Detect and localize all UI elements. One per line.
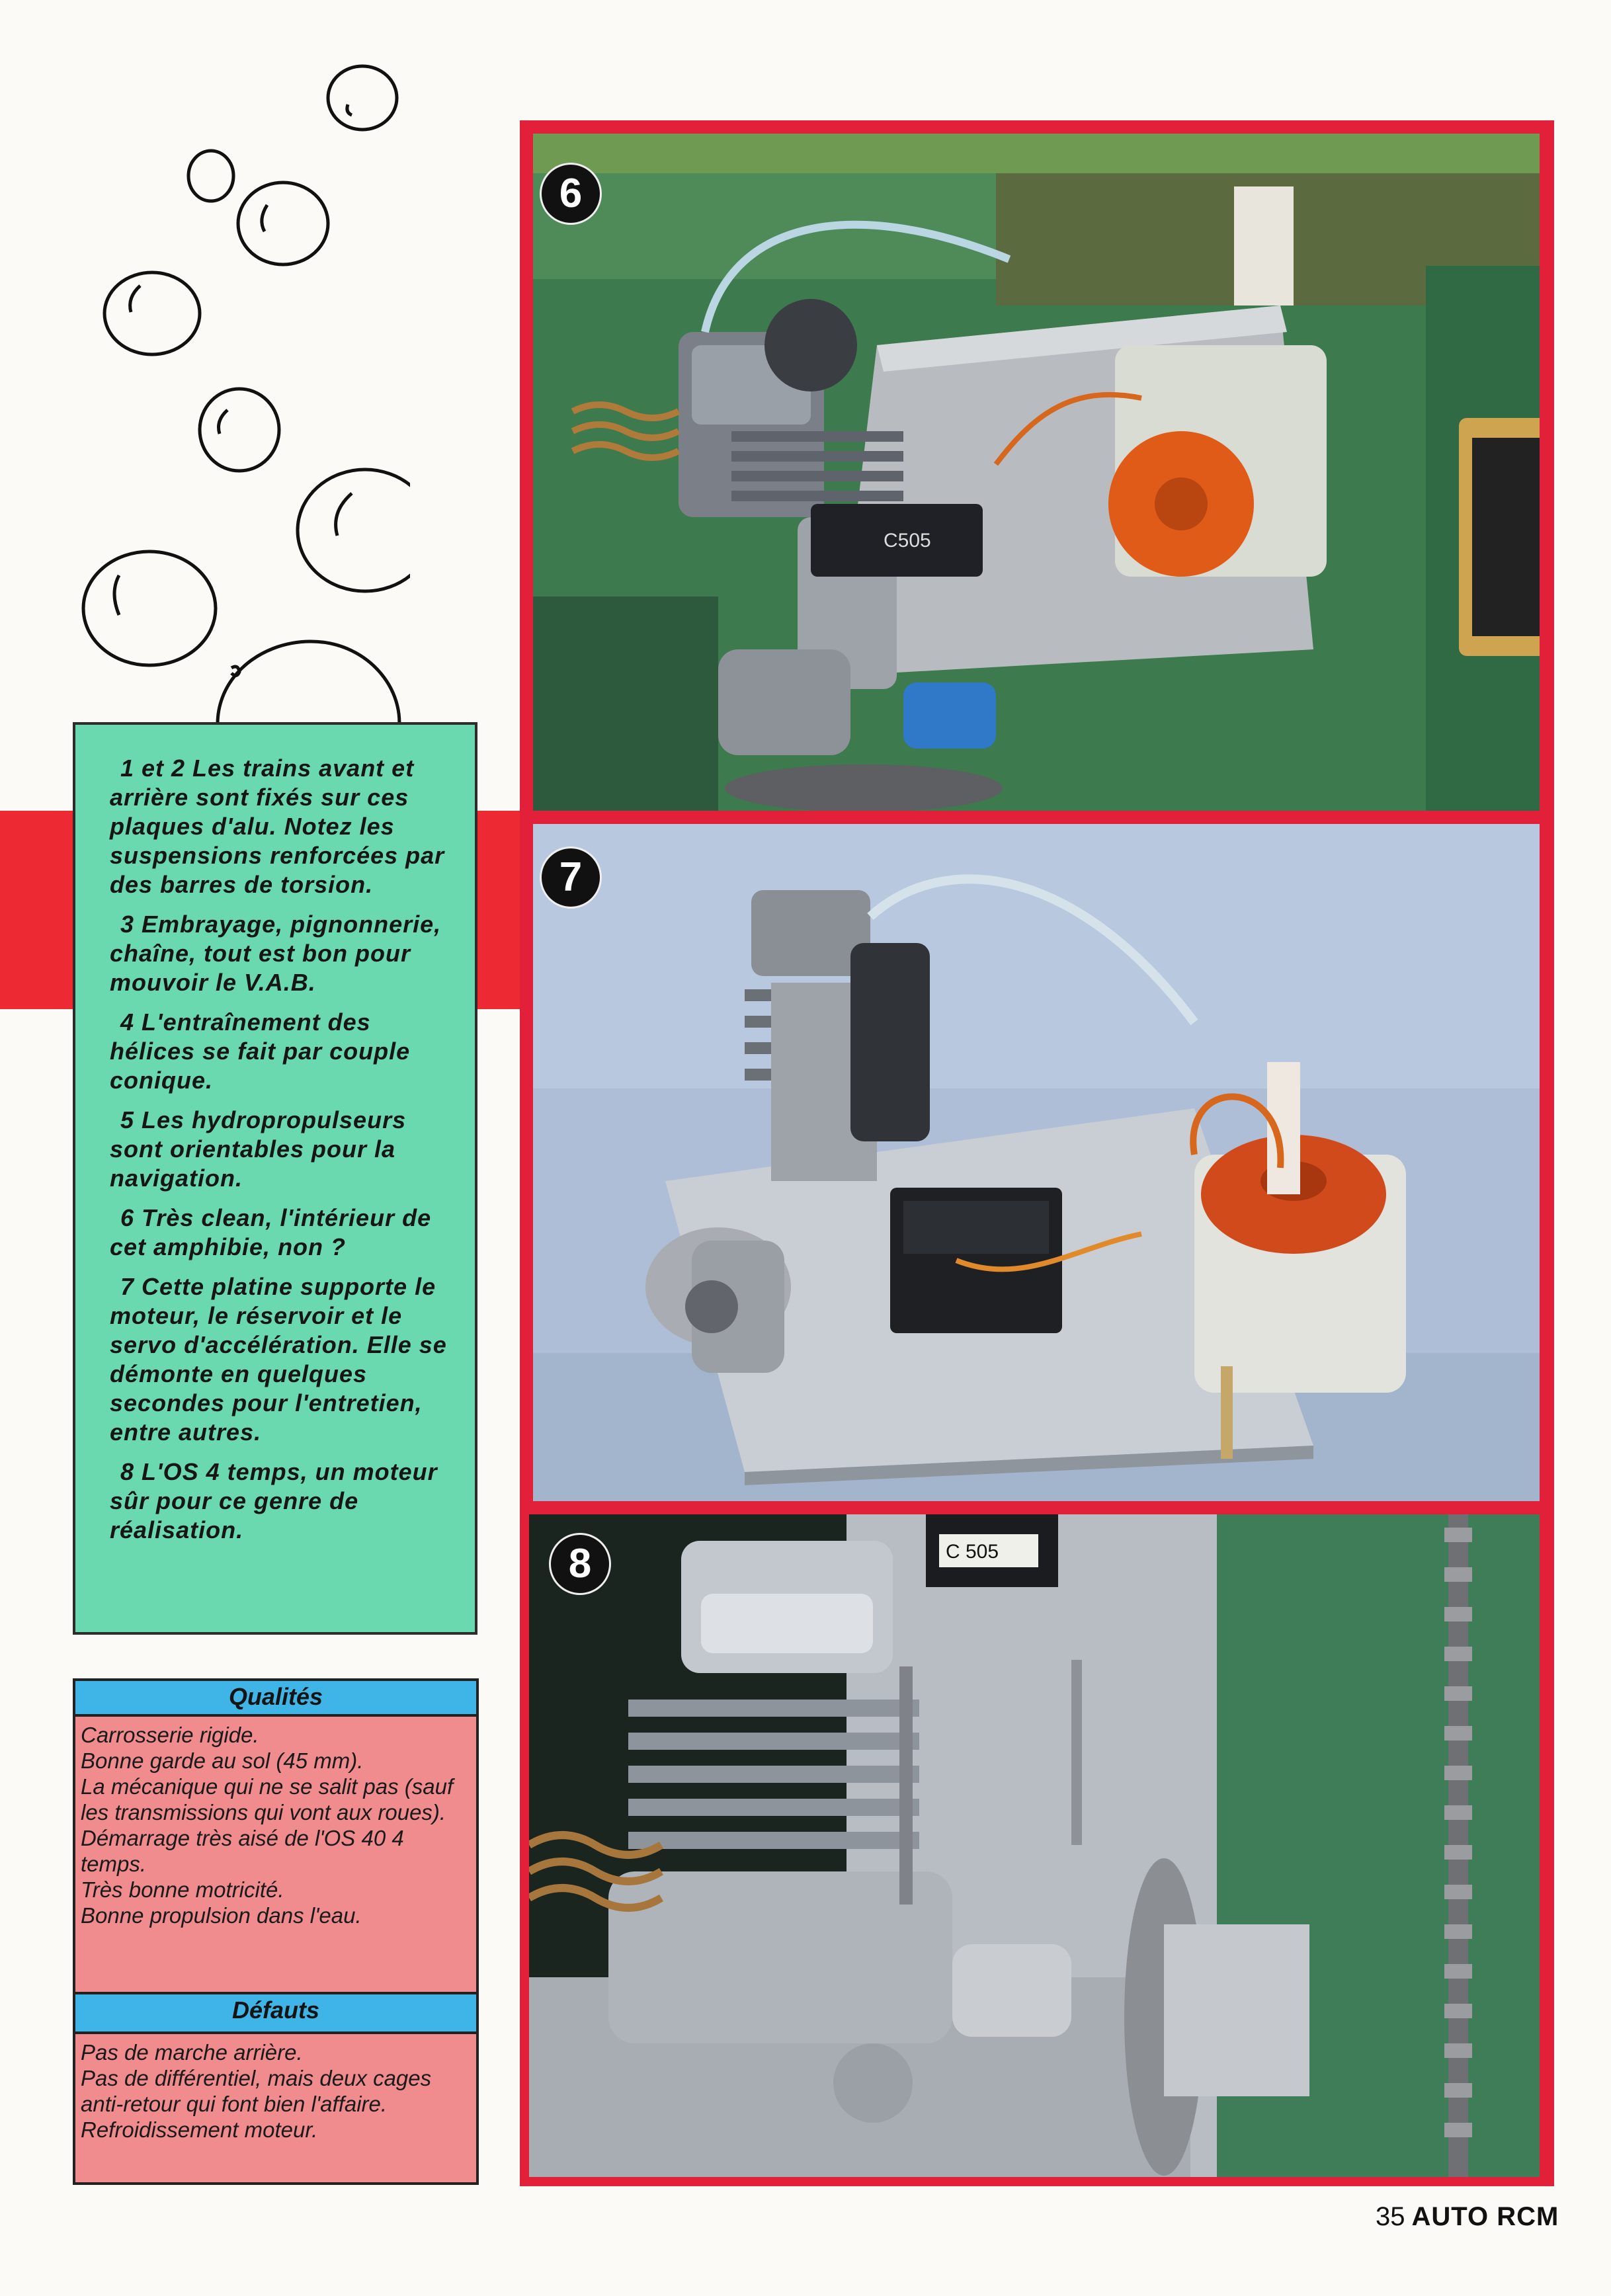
servo-label-6: C505 — [884, 530, 931, 552]
defauts-heading: Défauts — [73, 1992, 479, 2034]
defauts-item: Pas de marche arrière. — [81, 2040, 303, 2065]
qualites-list — [73, 1717, 479, 1994]
page-footer — [1376, 2202, 1559, 2232]
qualites-item: Démarrage très aisé de l'OS 40 4 temps. — [81, 1826, 404, 1876]
magazine-name: AUTO RCM — [1411, 2202, 1559, 2231]
caption-6: 6 Très clean, l'intérieur de cet amphibie, non ? — [110, 1204, 432, 1260]
photo-number-8: 8 — [549, 1533, 611, 1595]
photo-captions — [73, 722, 477, 1635]
qualites-item: La mécanique qui ne se salit pas (sauf les transmissions qui vont aux roues). — [81, 1774, 454, 1824]
caption-5: 5 Les hydropropulseurs sont orientables pour la navigation. — [110, 1106, 407, 1192]
caption-7: 7 Cette platine supporte le moteur, le réservoir et le servo d'accélération. Elle se démonte en quelques secondes pour l'entretien, entre autres. — [110, 1273, 447, 1446]
defauts-list — [73, 2034, 479, 2185]
qualites-item: Carrosserie rigide. — [81, 1723, 259, 1747]
caption-4: 4 L'entraînement des hélices se fait par couple conique. — [110, 1008, 411, 1094]
qualites-item: Bonne garde au sol (45 mm). — [81, 1748, 364, 1773]
page-number: 35 — [1376, 2202, 1405, 2231]
qualites-heading: Qualités — [73, 1678, 479, 1717]
defauts-item: Pas de différentiel, mais deux cages anti-retour qui font bien l'affaire. — [81, 2066, 432, 2116]
caption-1-2: 1 et 2 Les trains avant et arrière sont fixés sur ces plaques d'alu. Notez les suspensions renforcées par des barres de torsion. — [110, 755, 445, 898]
servo-label-8: C 505 — [946, 1541, 999, 1563]
photo-8-os-four-stroke-engine — [529, 1514, 1540, 2177]
defauts-item: Refroidissement moteur. — [81, 2117, 318, 2142]
photo-7-engine-platform — [533, 824, 1540, 1501]
caption-8: 8 L'OS 4 temps, un moteur sûr pour ce genre de réalisation. — [110, 1458, 438, 1543]
photo-number-6: 6 — [540, 163, 602, 225]
photo-6-engine-top-view — [533, 134, 1540, 811]
bubbles-illustration — [66, 46, 410, 741]
caption-3: 3 Embrayage, pignonnerie, chaîne, tout est bon pour mouvoir le V.A.B. — [110, 911, 442, 996]
photo-number-7: 7 — [540, 846, 602, 909]
qualites-item: Bonne propulsion dans l'eau. — [81, 1903, 362, 1928]
qualites-item: Très bonne motricité. — [81, 1877, 284, 1902]
